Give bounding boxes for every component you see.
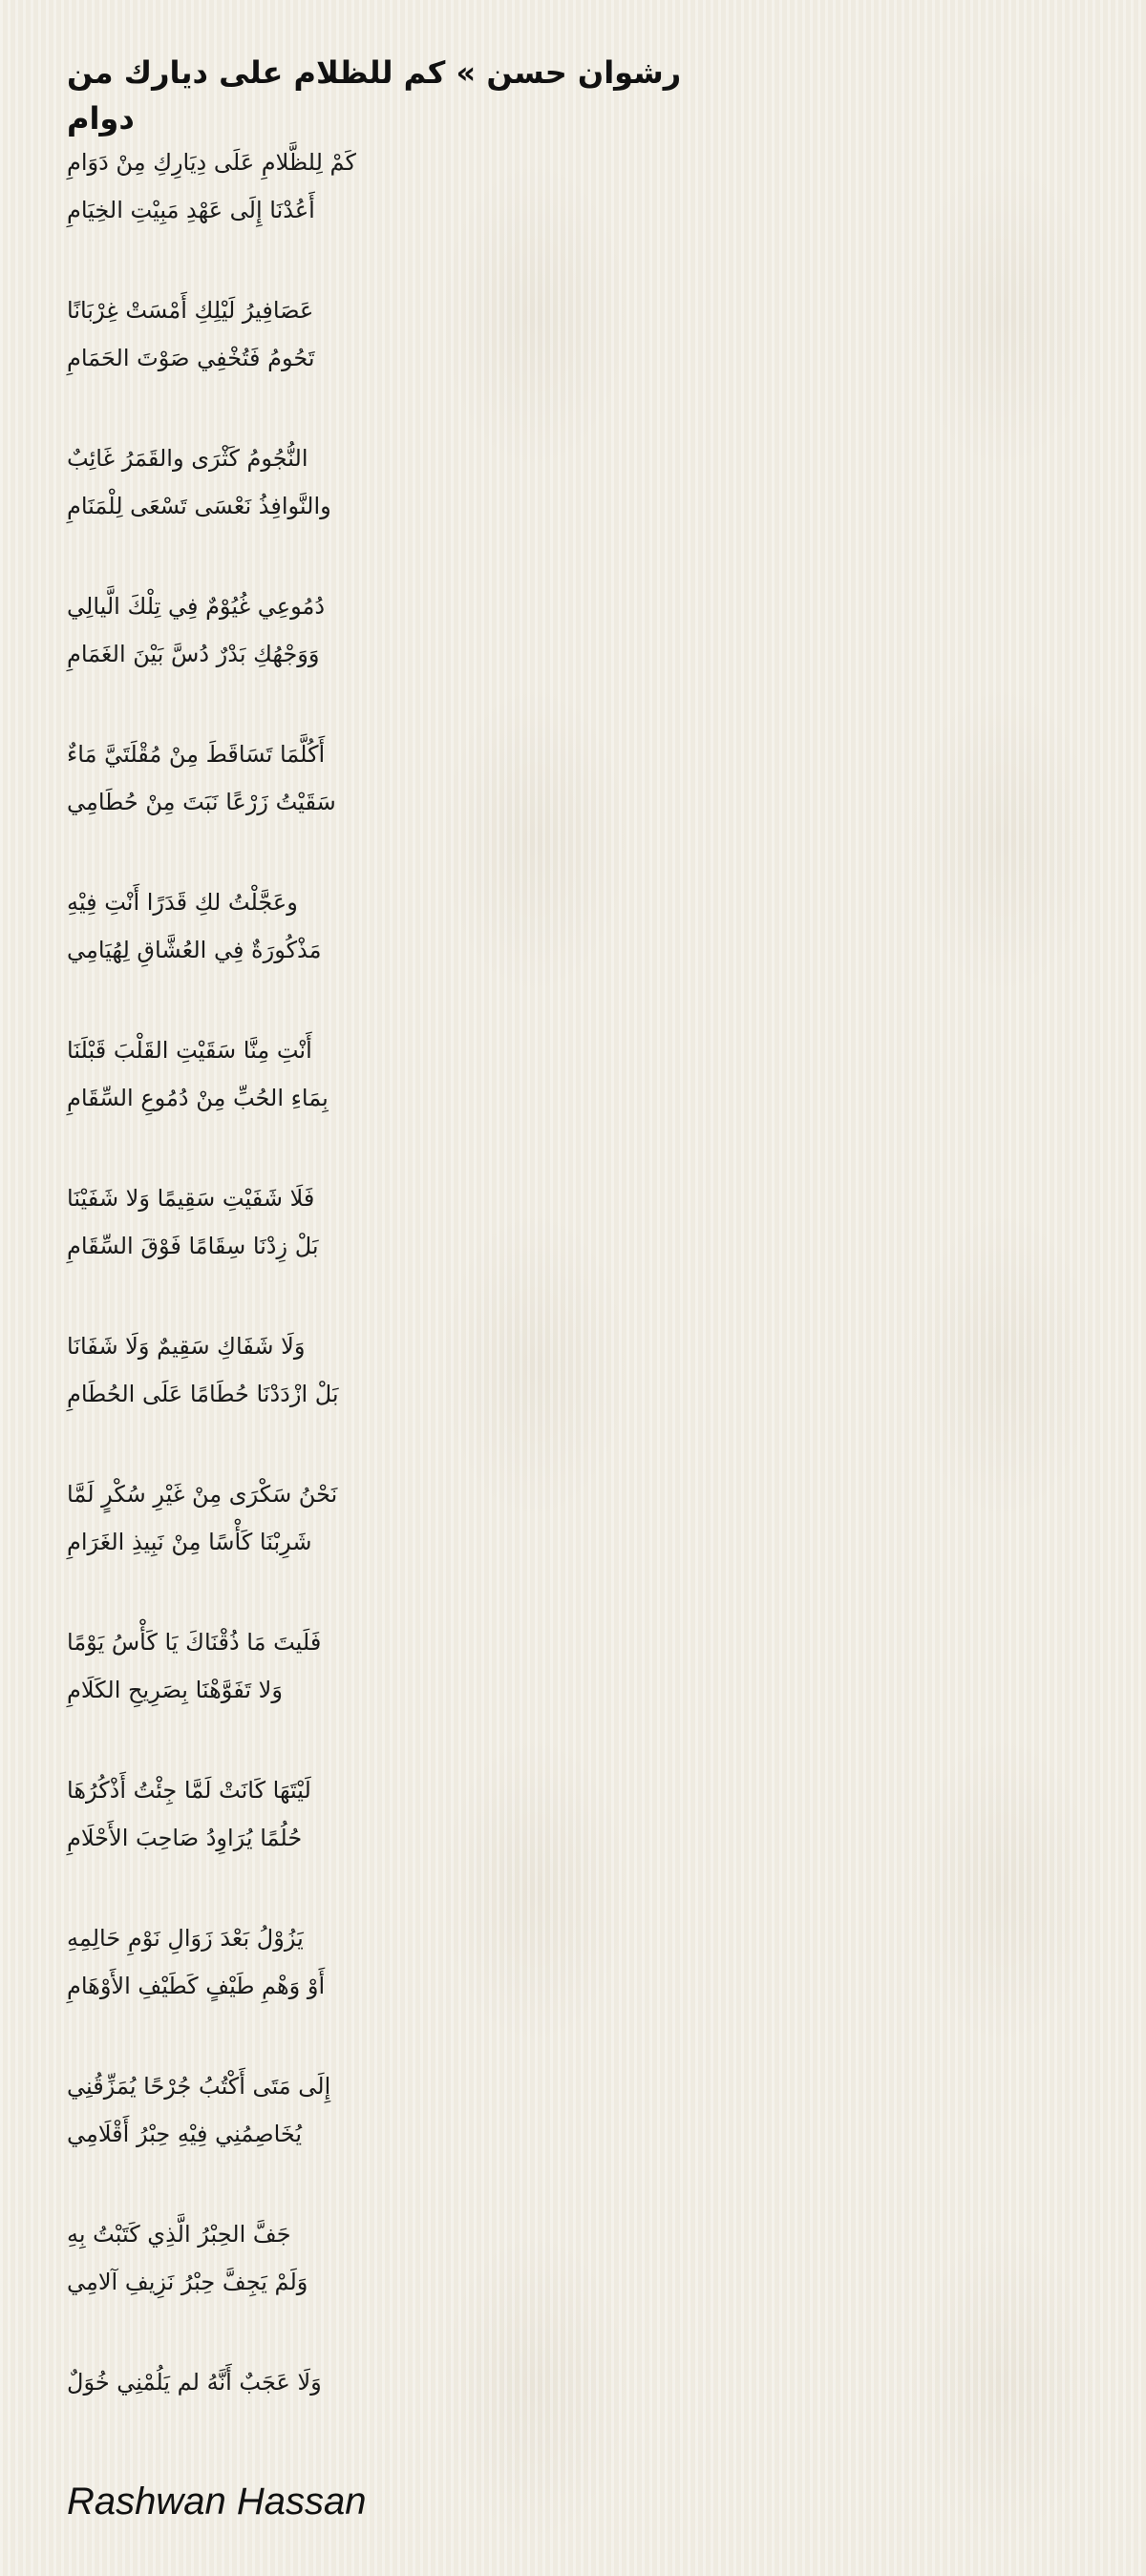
poem-line: والنَّوافِذُ نَعْسَى تَسْعَى لِلْمَنَامِ <box>67 493 331 519</box>
poem-line: أَنْتِ مِنَّا سَقَيْتِ القَلْبَ قَبْلَنَا <box>67 1037 312 1064</box>
poem-line: بَلْ زِدْنَا سِقَامًا فَوْقَ السِّقَامِ <box>67 1233 319 1259</box>
poem-line: سَقَيْتُ زَرْعًا نَبَتَ مِنْ حُطَامِي <box>67 789 336 815</box>
poem-line: دُمُوعِي غُيُوْمٌ فِي تِلْكَ الَّيالِي <box>67 593 326 620</box>
poem-stanza <box>67 434 735 582</box>
poem-line: إِلَى مَتَى أَكْتُبُ جُرْحًا يُمَزِّقُنِي <box>67 2073 331 2100</box>
poem-line: كَمْ لِلظَّلامِ عَلَى دِيَارِكِ مِنْ دَوَامِ <box>67 149 356 176</box>
poem-stanza <box>67 1026 735 1174</box>
poem-stanza <box>67 1618 735 1766</box>
poem-line: تَحُومُ فَتُخْفِي صَوْتَ الحَمَامِ <box>67 345 315 371</box>
poem-stanza <box>67 1914 735 2062</box>
poem-body <box>67 138 735 2506</box>
poem-line: وَلَمْ يَجِفَّ حِبْرُ نَزِيفِ آلامِي <box>67 2269 308 2295</box>
poem-line: مَذْكُورَةٌ فِي العُشَّاقِ لِهُيَامِي <box>67 937 322 963</box>
poem-stanza <box>67 582 735 730</box>
poem-stanza <box>67 1766 735 1914</box>
poem-stanza <box>67 138 735 286</box>
poem-title: رشوان حسن » كم للظلام على ديارك من دوام <box>67 54 682 137</box>
poem-stanza <box>67 1174 735 1322</box>
poem-line: فَلَيتَ مَا ذُقْنَاكَ يَا كَأْسُ يَوْمًا <box>67 1629 322 1656</box>
poem-line: أَوْ وَهْمِ طَيْفٍ كَطَيْفِ الأَوْهَامِ <box>67 1973 326 1999</box>
poem-line: عَصَافِيرُ لَيْلِكِ أَمْسَتْ غِرْبَانًا <box>67 297 314 324</box>
author-signature: Rashwan Hassan <box>67 2481 367 2523</box>
poem-stanza <box>67 730 735 878</box>
poem-line: أَعُدْنَا إِلَى عَهْدِ مَبِيْتِ الخِيَامِ <box>67 197 315 223</box>
poem-stanza <box>67 286 735 434</box>
poem-stanza <box>67 1470 735 1618</box>
poem-line: شَرِبْنَا كَأْسًا مِنْ نَبِيذِ الغَرَامِ <box>67 1529 312 1555</box>
poem-line: وَلَا شَفَاكِ سَقِيمٌ وَلَا شَفَانَا <box>67 1333 306 1360</box>
poem-line: وعَجَّلْتُ لكِ قَدَرًا أَنْتِ فِيْهِ <box>67 889 298 916</box>
poem-line: وَلَا عَجَبٌ أَنَّهُ لم يَلُمْنِي خُوَلٌ <box>67 2369 322 2396</box>
poem-line: بِمَاءِ الحُبِّ مِنْ دُمُوعِ السِّقَامِ <box>67 1085 329 1111</box>
poem-line: أَكُلَّمَا تَسَاقَطَ مِنْ مُقْلَتَيَّ مَاءٌ <box>67 741 326 768</box>
poem-line: وَوَجْهُكِ بَدْرٌ دُسَّ بَيْنَ الغَمَامِ <box>67 641 320 667</box>
poem-stanza <box>67 2062 735 2210</box>
poem-line: لَيْتَهَا كَانَتْ لَمَّا جِئْتُ أَذْكُرُهَا <box>67 1777 311 1804</box>
poem-stanza <box>67 1322 735 1470</box>
poem-line: فَلَا شَفَيْتِ سَقِيمًا وَلا شَفَيْنَا <box>67 1185 315 1212</box>
poem-line: حُلُمًا يُرَاوِدُ صَاحِبَ الأَحْلَامِ <box>67 1825 303 1851</box>
poem-line: النُّجُومُ كَثْرَى والقَمَرُ غَائِبٌ <box>67 445 308 472</box>
poem-stanza <box>67 2210 735 2358</box>
poem-line: وَلا تَفَوَّهْنَا بِصَرِيحِ الكَلَامِ <box>67 1677 283 1703</box>
poem-line: جَفَّ الحِبْرُ الَّذِي كَتَبْتُ بِهِ <box>67 2221 291 2248</box>
poem-line: يُخَاصِمُنِي فِيْهِ حِبْرُ أَقْلَامِي <box>67 2121 303 2147</box>
poem-stanza <box>67 878 735 1026</box>
poem-line: يَزُوْلُ بَعْدَ زَوَالِ نَوْمِ حَالِمِهِ <box>67 1925 304 1952</box>
poem-line: نَحْنُ سَكْرَى مِنْ غَيْرِ سُكْرٍ لَمَّا <box>67 1481 338 1508</box>
poem-line: بَلْ ازْدَدْنَا حُطَامًا عَلَى الحُطَامِ <box>67 1381 339 1407</box>
